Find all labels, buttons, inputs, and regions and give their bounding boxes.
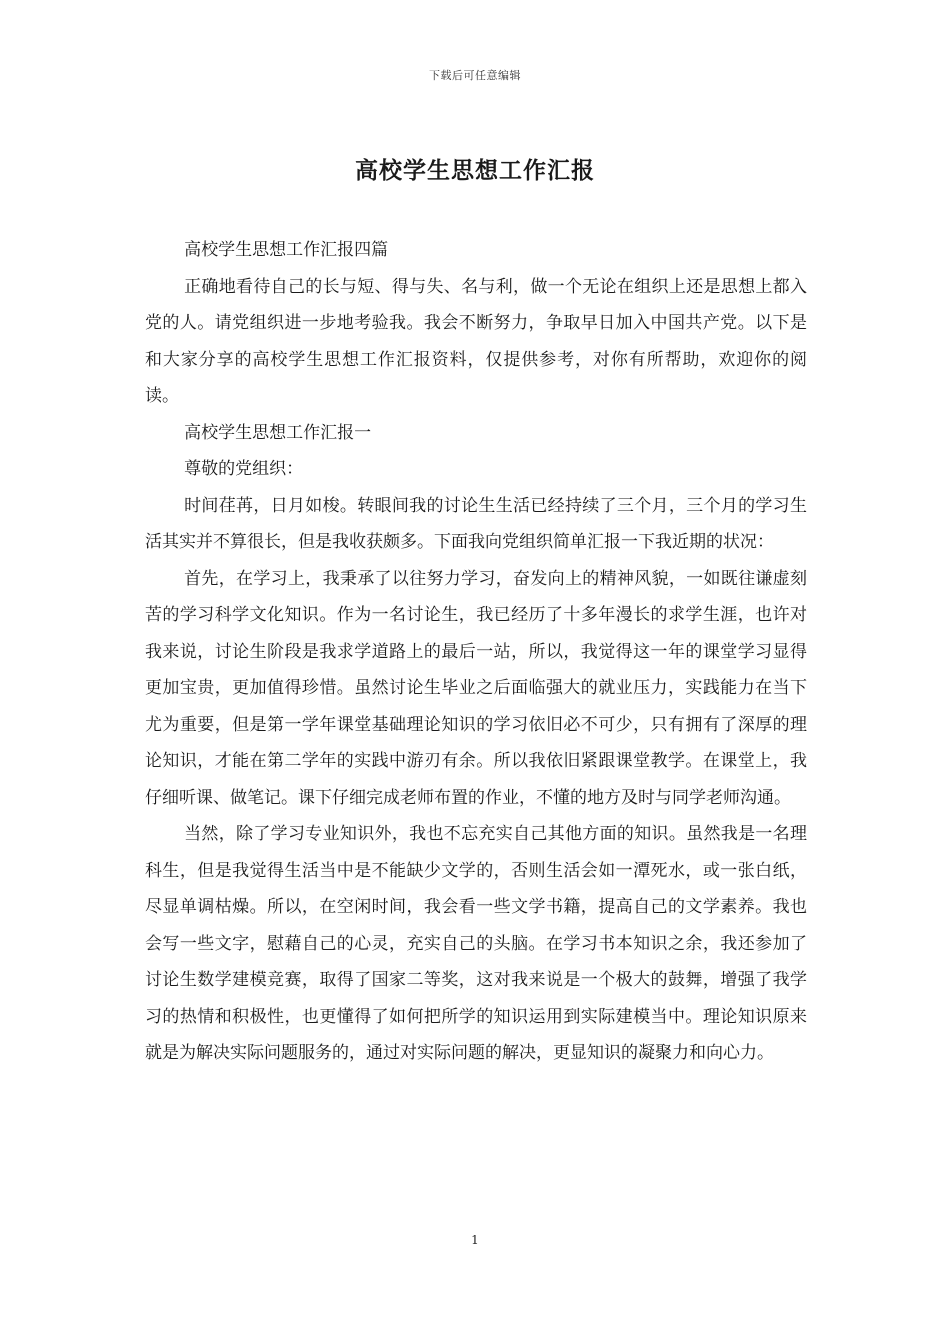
document-body bbox=[145, 232, 807, 1072]
paragraph-intro: 正确地看待自己的长与短、得与失、名与利，做一个无论在组织上还是思想上都入党的人。请党组织进一步地考验我。我会不断努力，争取早日加入中国共产党。以下是和大家分享的高校学生思想工作汇报资料，仅提供参考，对你有所帮助，欢迎你的阅读。 bbox=[145, 276, 807, 406]
document-title: 高校学生思想工作汇报 bbox=[355, 157, 595, 184]
paragraph-opening: 时间荏苒，日月如梭。转眼间我的讨论生生活已经持续了三个月，三个月的学习生活其实并不算很长，但是我收获颇多。下面我向党组织简单汇报一下我近期的状况： bbox=[145, 495, 807, 552]
page-number: 1 bbox=[471, 1233, 479, 1247]
header-note: 下载后可任意编辑 bbox=[429, 69, 521, 82]
paragraph-salutation: 尊敬的党组织： bbox=[184, 459, 304, 479]
paragraph-section-heading: 高校学生思想工作汇报一 bbox=[184, 422, 372, 443]
paragraph-other-knowledge: 当然，除了学习专业知识外，我也不忘充实自己其他方面的知识。虽然我是一名理科生，但是我觉得生活当中是不能缺少文学的，否则生活会如一潭死水，或一张白纸，尽显单调枯燥。所以，在空闲时间，我会看一些文学书籍，提高自己的文学素养。我也会写一些文字，慰藉自己的心灵，充实自己的头脑。在学习书本知识之余，我还参加了讨论生数学建模竞赛，取得了国家二等奖，这对我来说是一个极大的鼓舞，增强了我学习的热情和积极性，也更懂得了如何把所学的知识运用到实际建模当中。理论知识原来就是为解决实际问题服务的，通过对实际问题的解决，更显知识的凝聚力和向心力。 bbox=[145, 824, 807, 1063]
paragraph-study: 首先，在学习上，我秉承了以往努力学习，奋发向上的精神风貌，一如既往谦虚刻苦的学习科学文化知识。作为一名讨论生，我已经历了十多年漫长的求学生涯，也许对我来说，讨论生阶段是我求学道路上的最后一站，所以，我觉得这一年的课堂学习显得更加宝贵，更加值得珍惜。虽然讨论生毕业之后面临强大的就业压力，实践能力在当下尤为重要，但是第一学年课堂基础理论知识的学习依旧必不可少，只有拥有了深厚的理论知识，才能在第二学年的实践中游刃有余。所以我依旧紧跟课堂教学。在课堂上，我仔细听课、做笔记。课下仔细完成老师布置的作业，不懂的地方及时与同学老师沟通。 bbox=[145, 568, 807, 808]
paragraph-subtitle: 高校学生思想工作汇报四篇 bbox=[184, 240, 389, 260]
